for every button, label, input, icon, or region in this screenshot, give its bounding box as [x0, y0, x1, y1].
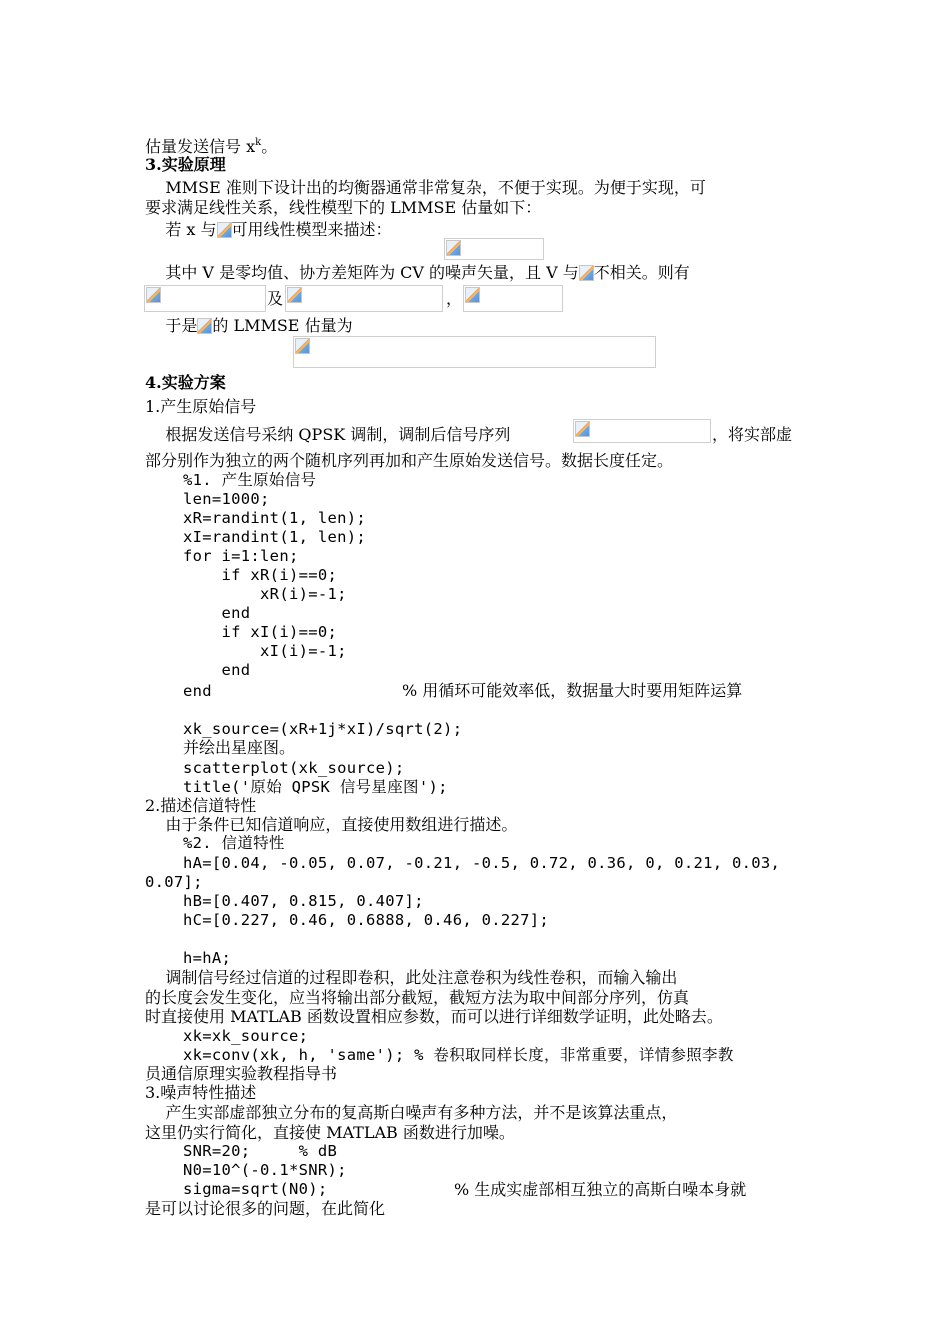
paragraph-1-line-1: MMSE 准则下设计出的均衡器通常非常复杂，不便于实现。为便于实现，可 [145, 178, 706, 197]
formula-mean [144, 285, 266, 312]
code-line: xR(i)=-1; [183, 585, 347, 603]
code-line: N0=10^(-0.1*SNR); [183, 1161, 347, 1179]
code-line: xI=randint(1, len); [183, 528, 367, 546]
section-4-title: 4.实验方案 [145, 373, 226, 392]
comma-text: ， [446, 289, 463, 308]
formula-image-icon [287, 287, 302, 303]
formula-image-icon [575, 421, 590, 437]
paragraph-3-a: 其中 V 是零均值、协方差矩阵为 CV 的噪声矢量，且 V 与 [145, 263, 579, 282]
and-text: 及 [267, 289, 284, 308]
code-comment-continued: 员通信原理实验教程指导书 [145, 1064, 338, 1083]
formula-image-icon [465, 287, 480, 303]
code-line: h=hA; [183, 949, 232, 967]
formula-lmmse [293, 336, 656, 368]
paragraph-7-line-2: 的长度会发生变化，应当将输出部分截短，截短方法为取中间部分序列，仿真 [145, 988, 690, 1007]
formula-covariance [285, 285, 443, 312]
code-line: xk=conv(xk, h, 'same'); % 卷积取同样长度，非常重要，详情参照李教 [183, 1046, 734, 1064]
code-line: if xI(i)==0; [183, 623, 338, 641]
paragraph-2-b: 可用线性模型来描述： [231, 220, 392, 239]
formula-image-icon [579, 265, 594, 281]
code-line: %1. 产生原始信号 [183, 471, 317, 489]
code-line: end [183, 661, 251, 679]
code-line: xk=xk_source; [183, 1027, 309, 1045]
paragraph-9: 是可以讨论很多的问题，在此简化 [145, 1199, 386, 1218]
paragraph-6: 由于条件已知信道响应，直接使用数组进行描述。 [145, 815, 518, 834]
code-comment: % 生成实虚部相互独立的高斯白噪本身就 [454, 1180, 747, 1199]
formula-linear-model [444, 238, 544, 260]
paragraph-4-a: 于是 [145, 316, 198, 335]
code-line: for i=1:len; [183, 547, 299, 565]
formula-image-icon [217, 222, 232, 238]
code-line: title('原始 QPSK 信号星座图'); [183, 778, 448, 796]
code-line: hA=[0.04, -0.05, 0.07, -0.21, -0.5, 0.72, 0.36, 0, 0.21, 0.03, [183, 854, 781, 872]
formula-qpsk-sequence [573, 419, 711, 443]
paragraph-8-line-1: 产生实部虚部独立分布的复高斯白噪声有多种方法，并不是该算法重点， [145, 1103, 678, 1122]
paragraph-8-line-2: 这里仍实行简化，直接使 MATLAB 函数进行加噪。 [145, 1123, 515, 1142]
code-line: scatterplot(xk_source); [183, 759, 405, 777]
paragraph-5-line-2: 部分别作为独立的两个随机序列再加和产生原始发送信号。数据长度任定。 [145, 451, 674, 470]
formula-image-icon [146, 287, 161, 303]
paragraph-4-b: 的 LMMSE 估量为 [212, 316, 353, 335]
subsection-3-title: 3.噪声特性描述 [145, 1083, 257, 1102]
paragraph-1-line-2: 要求满足线性关系，线性模型下的 LMMSE 估量如下： [145, 198, 542, 217]
subsection-2-title: 2.描述信道特性 [145, 796, 257, 815]
paragraph-2-a: 若 x 与 [145, 220, 217, 239]
intro-line [145, 133, 277, 156]
intro-superscript: k [255, 137, 262, 148]
code-line: xI(i)=-1; [183, 642, 347, 660]
paragraph-5-b: ，将实部虚 [712, 425, 793, 444]
code-line: if xR(i)==0; [183, 566, 338, 584]
paragraph-4 [145, 316, 353, 335]
code-comment: % 用循环可能效率低，数据量大时要用矩阵运算 [402, 681, 743, 700]
code-line: SNR=20; % dB [183, 1142, 338, 1160]
code-line: len=1000; [183, 490, 270, 508]
paragraph-7-line-3: 时直接使用 MATLAB 函数设置相应参数，而可以进行详细数学证明，此处略去。 [145, 1007, 723, 1026]
code-line: end [183, 682, 212, 700]
formula-image-icon [446, 240, 461, 256]
paragraph-3-b: 不相关。则有 [593, 263, 690, 282]
code-line: sigma=sqrt(N0); [183, 1180, 328, 1198]
code-line: xk_source=(xR+1j*xI)/sqrt(2); [183, 720, 463, 738]
code-line: xR=randint(1, len); [183, 509, 367, 527]
plot-text: 并绘出星座图。 [183, 738, 296, 757]
paragraph-7-line-1: 调制信号经过信道的过程即卷积，此处注意卷积为线性卷积，而输入输出 [145, 968, 678, 987]
intro-end: 。 [261, 137, 278, 156]
section-3-title: 3.实验原理 [145, 155, 226, 174]
intro-text: 估量发送信号 x [145, 137, 256, 156]
code-line: 0.07]; [145, 873, 203, 891]
formula-image-icon [197, 318, 212, 334]
code-line: end [183, 604, 251, 622]
formula-cross-covariance [463, 285, 563, 312]
formula-image-icon [295, 338, 310, 354]
paragraph-3 [145, 263, 690, 282]
code-line: %2. 信道特性 [183, 834, 285, 852]
code-line: hC=[0.227, 0.46, 0.6888, 0.46, 0.227]; [183, 911, 550, 929]
paragraph-2 [145, 220, 392, 239]
subsection-1-title: 1.产生原始信号 [145, 397, 257, 416]
paragraph-5-a: 根据发送信号采纳 QPSK 调制，调制后信号序列 [145, 425, 511, 444]
paragraph-5 [145, 425, 510, 444]
code-line: hB=[0.407, 0.815, 0.407]; [183, 892, 424, 910]
